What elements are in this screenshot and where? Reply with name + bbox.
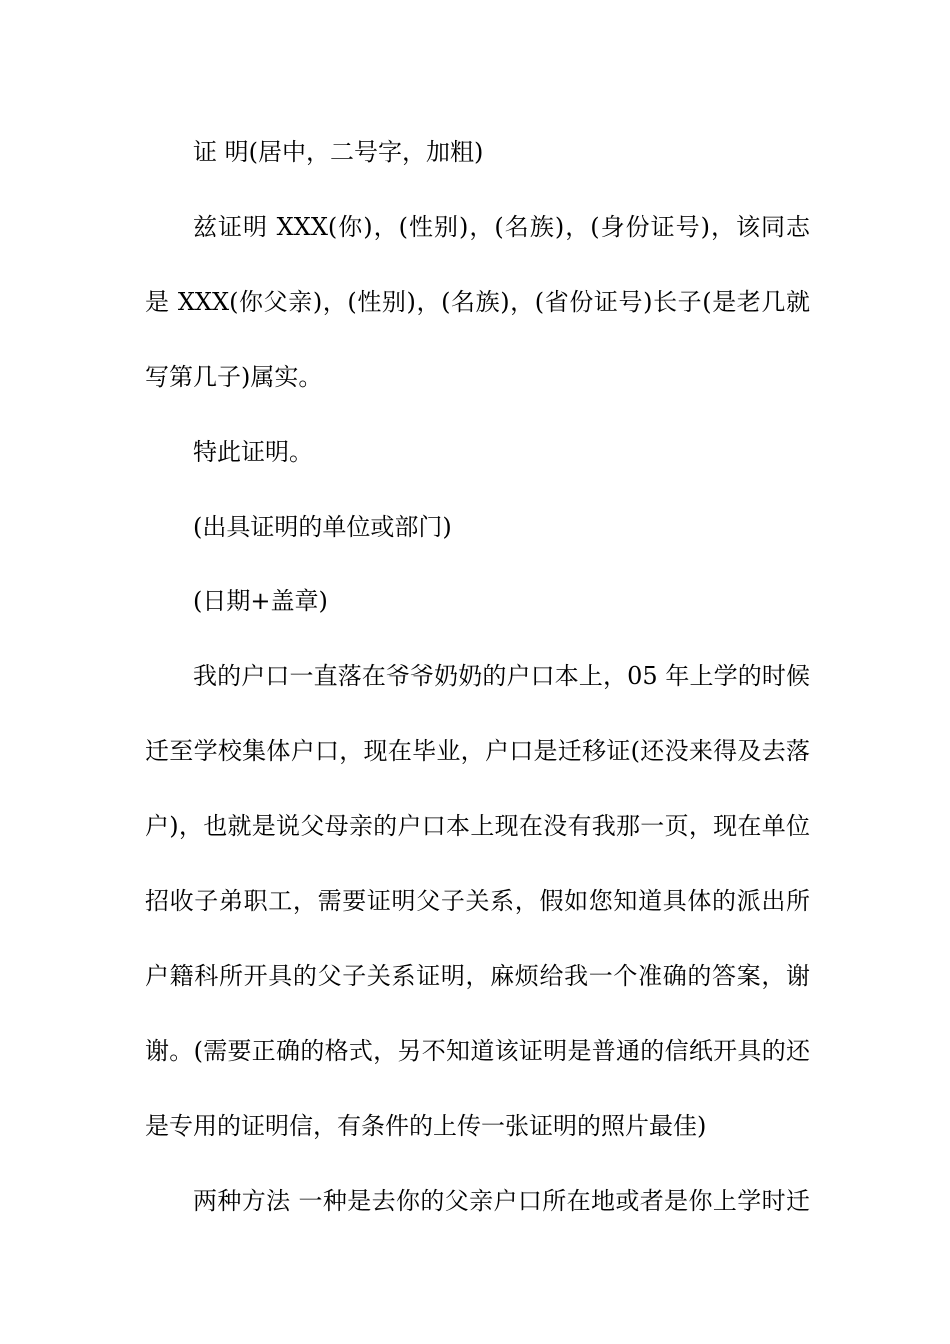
certificate-body-line: 兹证明 XXX(你)，(性别)，(名族)，(身份证号)，该同志 — [193, 213, 810, 241]
question-paragraph-line: 我的户口一直落在爷爷奶奶的户口本上，05 年上学的时候 — [193, 662, 810, 690]
certificate-body-line: 是 XXX(你父亲)，(性别)，(名族)，(省份证号)长子(是老几就 — [145, 288, 810, 316]
question-paragraph-line: 谢。(需要正确的格式，另不知道该证明是普通的信纸开具的还 — [145, 1037, 810, 1065]
certificate-body-line: 写第几子)属实。 — [145, 363, 323, 391]
question-paragraph-line: 户籍科所开具的父子关系证明，麻烦给我一个准确的答案，谢 — [145, 962, 810, 990]
issuer-line: (出具证明的单位或部门) — [193, 513, 452, 541]
question-paragraph-line: 是专用的证明信，有条件的上传一张证明的照片最佳) — [145, 1112, 707, 1140]
certificate-title-line: 证 明(居中，二号字，加粗) — [193, 138, 484, 166]
question-paragraph-line: 招收子弟职工，需要证明父子关系，假如您知道具体的派出所 — [145, 887, 810, 915]
question-paragraph-line: 户)，也就是说父母亲的户口本上现在没有我那一页，现在单位 — [145, 812, 810, 840]
date-stamp-line: (日期+盖章) — [193, 587, 328, 615]
answer-paragraph-line: 两种方法 一种是去你的父亲户口所在地或者是你上学时迁 — [193, 1187, 810, 1215]
question-paragraph-line: 迁至学校集体户口，现在毕业，户口是迁移证(还没来得及去落 — [145, 737, 810, 765]
certificate-closing-line: 特此证明。 — [193, 438, 313, 466]
